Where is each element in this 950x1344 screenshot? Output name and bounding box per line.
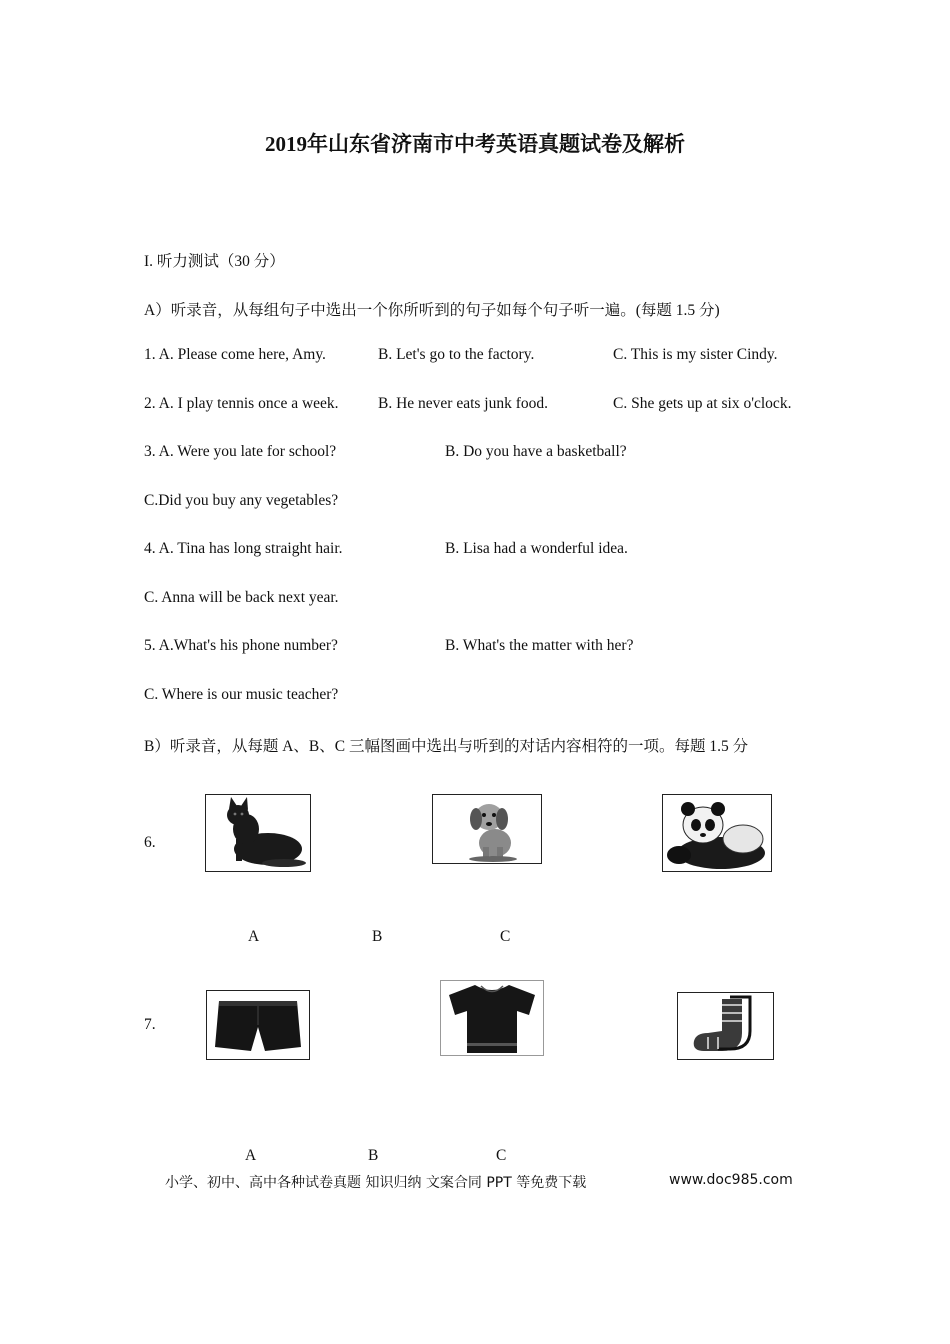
socks-icon: [678, 993, 773, 1059]
shorts-icon: [207, 991, 309, 1059]
part-a-instruction: A）听录音，从每组句子中选出一个你所听到的句子如每个句子听一遍。(每题 1.5 分): [144, 302, 720, 319]
q6-number: 6.: [144, 834, 156, 851]
q2-option-b: B. He never eats junk food.: [378, 395, 549, 412]
q2-option-c: C. She gets up at six o'clock.: [613, 395, 792, 412]
q1-option-b: B. Let's go to the factory.: [378, 346, 535, 363]
q1-option-c: C. This is my sister Cindy.: [613, 346, 778, 363]
puppy-picture: [432, 794, 542, 864]
q5-option-c: C. Where is our music teacher?: [144, 686, 339, 703]
socks-picture: [677, 992, 774, 1060]
footer-text: 小学、初中、高中各种试卷真题 知识归纳 文案合同 PPT 等免费下载: [165, 1175, 587, 1191]
q7-label-b: B: [368, 1147, 379, 1164]
q3-option-b: B. Do you have a basketball?: [445, 443, 627, 460]
puppy-icon: [433, 795, 541, 863]
section-heading: I. 听力测试（30 分）: [144, 253, 285, 270]
q4-option-a: 4. A. Tina has long straight hair.: [144, 540, 343, 557]
q7-number: 7.: [144, 1016, 156, 1033]
q7-label-a: A: [245, 1147, 257, 1164]
cat-picture: [205, 794, 311, 872]
panda-picture: [662, 794, 772, 872]
q4-option-b: B. Lisa had a wonderful idea.: [445, 540, 628, 557]
q5-option-a: 5. A.What's his phone number?: [144, 637, 338, 654]
q3-option-c: C.Did you buy any vegetables?: [144, 492, 339, 509]
page-title: 2019年山东省济南市中考英语真题试卷及解析: [265, 132, 685, 156]
footer-url[interactable]: www.doc985.com: [669, 1172, 793, 1188]
t-shirt-picture: [440, 980, 544, 1056]
q6-label-c: C: [500, 928, 511, 945]
q7-label-c: C: [496, 1147, 507, 1164]
q1-option-a: 1. A. Please come here, Amy.: [144, 346, 326, 363]
cat-icon: [206, 795, 310, 871]
shorts-picture: [206, 990, 310, 1060]
q4-option-c: C. Anna will be back next year.: [144, 589, 339, 606]
q3-option-a: 3. A. Were you late for school?: [144, 443, 337, 460]
q5-option-b: B. What's the matter with her?: [445, 637, 634, 654]
q2-option-a: 2. A. I play tennis once a week.: [144, 395, 339, 412]
panda-icon: [663, 795, 771, 871]
q6-label-b: B: [372, 928, 383, 945]
t-shirt-icon: [441, 981, 543, 1055]
part-b-instruction: B）听录音，从每题 A、B、C 三幅图画中选出与听到的对话内容相符的一项。每题 1.5 分: [144, 738, 749, 755]
q6-label-a: A: [248, 928, 260, 945]
